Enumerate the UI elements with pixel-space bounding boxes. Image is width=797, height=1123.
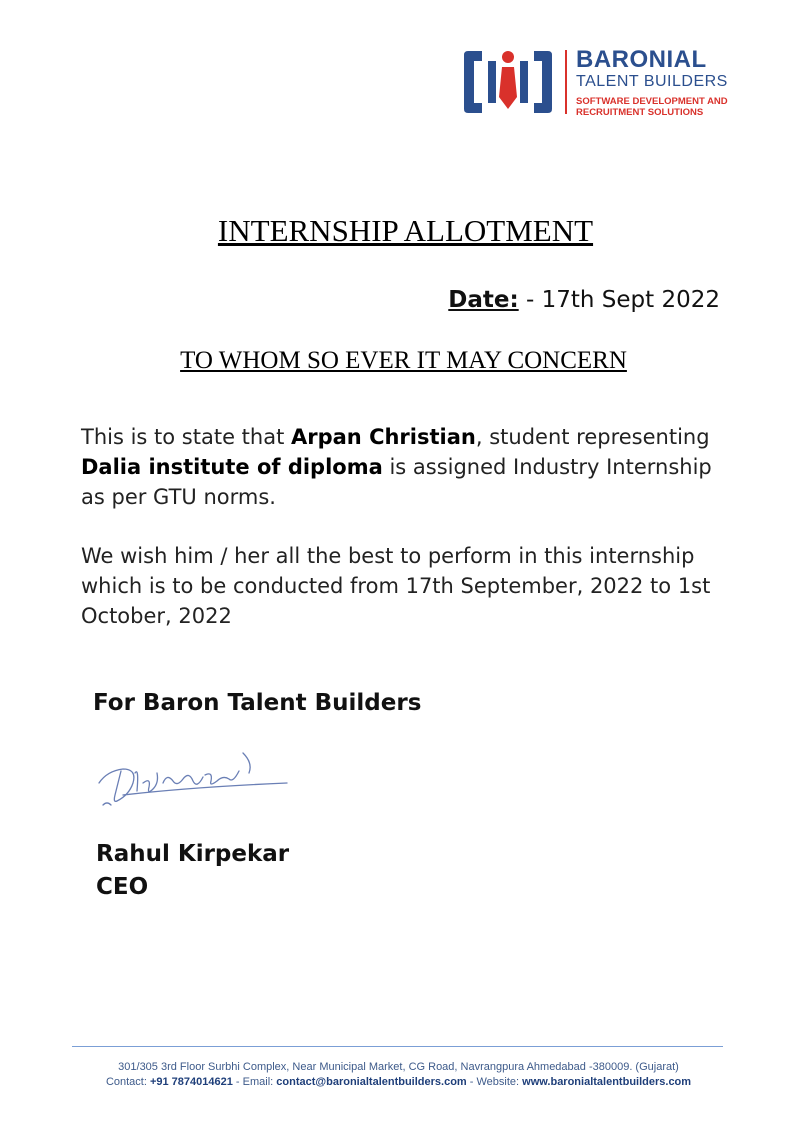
body-paragraph-2: We wish him / her all the best to perform in this internship which is to be conducted from 17th September, 2022 to 1st October, 2022 bbox=[81, 544, 711, 628]
signoff-for-line: For Baron Talent Builders bbox=[93, 690, 422, 716]
email-label: - Email: bbox=[232, 1076, 277, 1088]
signatory-title: CEO bbox=[96, 874, 149, 900]
company-name: BARONIAL bbox=[576, 46, 707, 73]
p1-mid: , student representing bbox=[475, 425, 710, 449]
footer-phone: +91 7874014621 bbox=[149, 1076, 233, 1088]
footer-email-link[interactable]: contact@baronialtalentbuilders.com bbox=[276, 1076, 467, 1088]
p1-prefix: This is to state that bbox=[81, 425, 291, 449]
document-title: INTERNSHIP ALLOTMENT bbox=[217, 213, 594, 248]
footer-address: 301/305 3rd Floor Surbhi Complex, Near Municipal Market, CG Road, Navrangpura Ahmedabad -380009. (Gujarat) bbox=[118, 1061, 679, 1073]
logo-divider bbox=[565, 50, 567, 114]
body-paragraph-1 bbox=[81, 422, 741, 512]
student-name: Arpan Christian bbox=[291, 425, 476, 449]
date-line bbox=[448, 287, 720, 313]
company-logo bbox=[462, 47, 554, 117]
footer-website-link[interactable]: www.baronialtalentbuilders.com bbox=[522, 1076, 692, 1088]
institute-name: Dalia institute of diploma bbox=[81, 455, 383, 479]
p1-suffix: is assigned Industry Internship as per GTU norms. bbox=[81, 455, 712, 509]
signature-image bbox=[93, 743, 293, 813]
company-tagline-2: RECRUITMENT SOLUTIONS bbox=[576, 107, 704, 118]
date-value: - 17th Sept 2022 bbox=[518, 287, 720, 313]
website-label: - Website: bbox=[466, 1076, 523, 1088]
company-tagline-1: SOFTWARE DEVELOPMENT AND bbox=[576, 96, 728, 107]
date-label: Date: bbox=[448, 287, 519, 313]
contact-label: Contact: bbox=[105, 1076, 150, 1088]
company-subtitle: TALENT BUILDERS bbox=[576, 73, 728, 90]
signatory-name: Rahul Kirpekar bbox=[96, 841, 290, 867]
footer-contact bbox=[0, 1076, 797, 1088]
salutation: TO WHOM SO EVER IT MAY CONCERN bbox=[180, 347, 627, 374]
footer-divider bbox=[72, 1046, 723, 1047]
